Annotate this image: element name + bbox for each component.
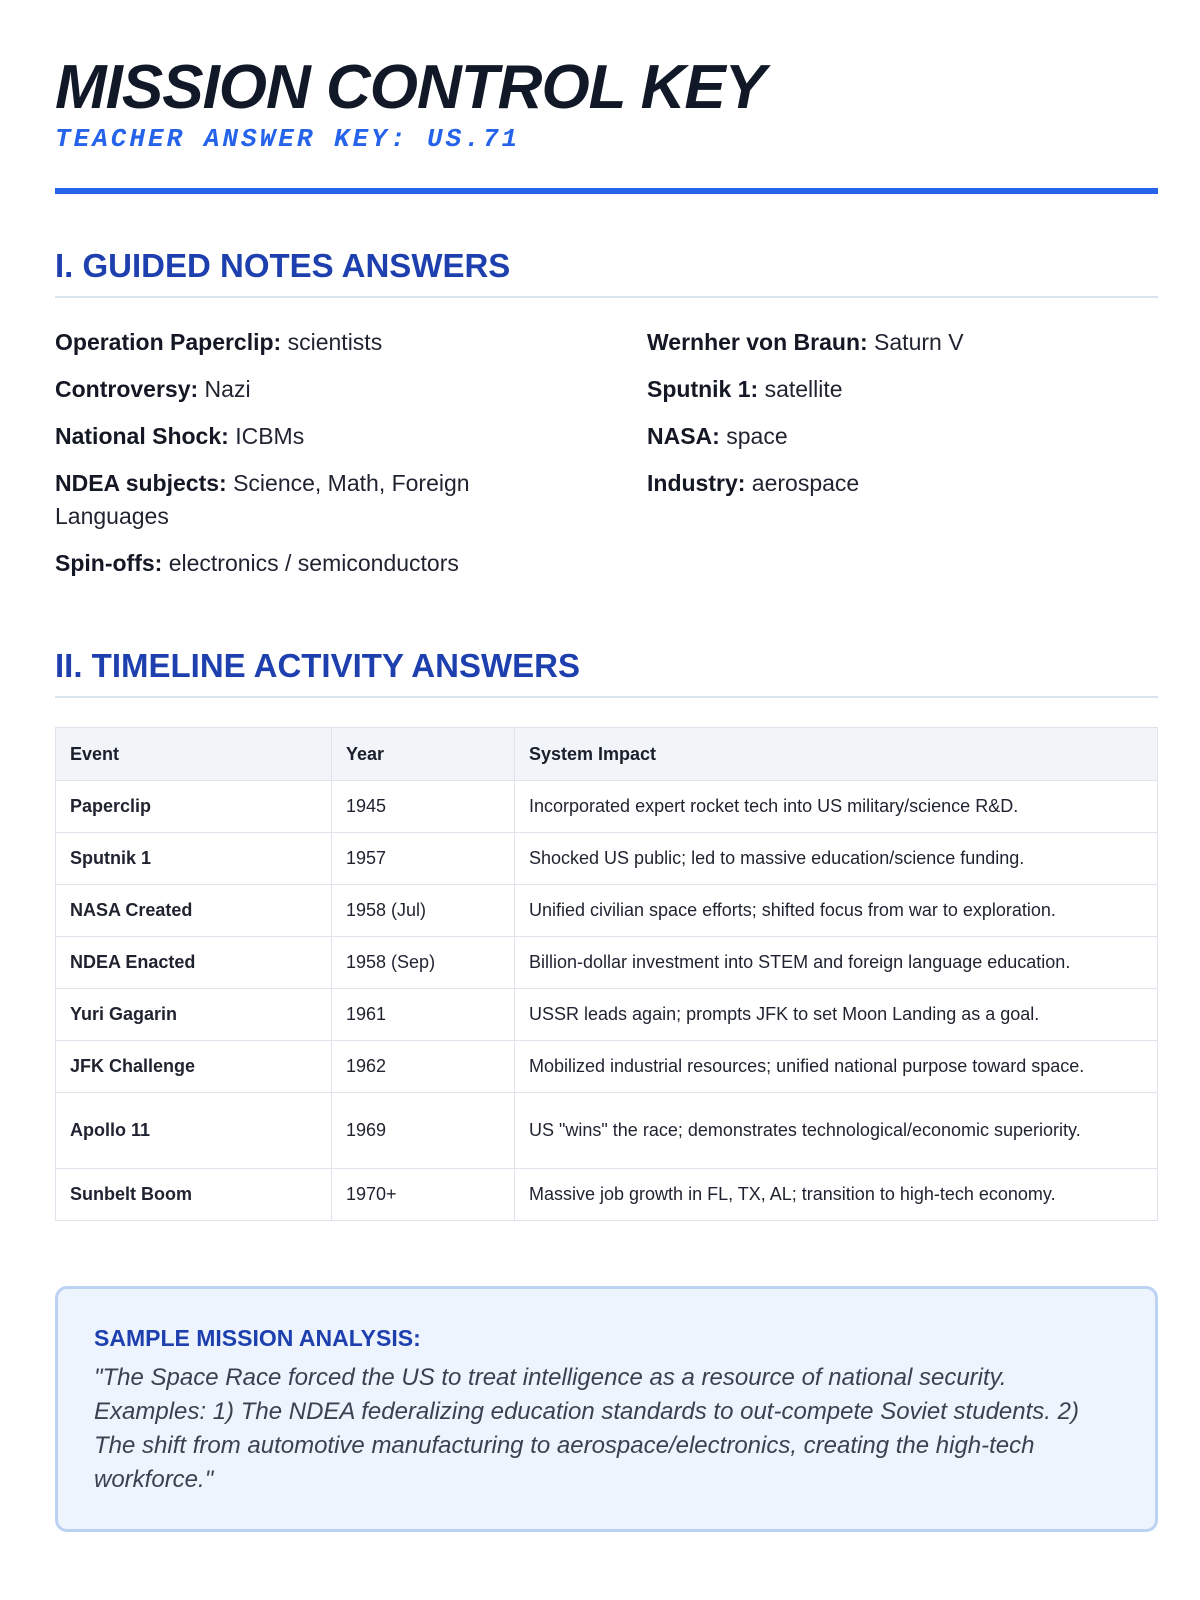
note-item xyxy=(55,547,525,580)
impact-cell: US "wins" the race; demonstrates technological/economic superiority. xyxy=(515,1093,1158,1169)
note-item xyxy=(647,326,1117,359)
note-value: Nazi xyxy=(204,376,251,402)
sample-analysis-box xyxy=(55,1286,1158,1532)
guided-notes-right-column xyxy=(647,326,1158,594)
table-row xyxy=(56,937,1158,989)
page-subtitle: TEACHER ANSWER KEY: US.71 xyxy=(55,124,521,154)
note-value: Saturn V xyxy=(874,329,964,355)
column-header-impact: System Impact xyxy=(515,728,1158,781)
year-cell: 1970+ xyxy=(332,1169,515,1221)
event-cell: Sputnik 1 xyxy=(56,833,332,885)
event-cell: JFK Challenge xyxy=(56,1041,332,1093)
note-label: Spin-offs: xyxy=(55,550,163,576)
table-row xyxy=(56,1093,1158,1169)
impact-cell: Billion-dollar investment into STEM and foreign language education. xyxy=(515,937,1158,989)
year-cell: 1958 (Sep) xyxy=(332,937,515,989)
note-item xyxy=(55,373,525,406)
note-value: scientists xyxy=(287,329,383,355)
note-label: NDEA subjects: xyxy=(55,470,227,496)
impact-cell: Incorporated expert rocket tech into US military/science R&D. xyxy=(515,781,1158,833)
year-cell: 1957 xyxy=(332,833,515,885)
note-item xyxy=(647,373,1117,406)
guided-notes xyxy=(55,326,1158,594)
timeline-table xyxy=(55,727,1158,1221)
event-cell: Sunbelt Boom xyxy=(56,1169,332,1221)
table-row xyxy=(56,781,1158,833)
event-cell: NASA Created xyxy=(56,885,332,937)
event-cell: NDEA Enacted xyxy=(56,937,332,989)
note-item xyxy=(55,420,525,453)
event-cell: Apollo 11 xyxy=(56,1093,332,1169)
year-cell: 1962 xyxy=(332,1041,515,1093)
note-value: aerospace xyxy=(751,470,860,496)
note-label: Industry: xyxy=(647,470,746,496)
page-title: MISSION CONTROL KEY xyxy=(55,53,766,122)
note-value: electronics / semiconductors xyxy=(168,550,459,576)
analysis-text: "The Space Race forced the US to treat intelligence as a resource of national security. Examples: 1) The NDEA federalizing education standards to out-compete Soviet students. 2) The shift from automotive manufacturing to aerospace/electronics, creating the high-tech workforce." xyxy=(94,1364,1079,1493)
note-label: Wernher von Braun: xyxy=(647,329,868,355)
guided-notes-heading: I. GUIDED NOTES ANSWERS xyxy=(55,247,511,284)
timeline-divider xyxy=(55,696,1158,698)
impact-cell: Mobilized industrial resources; unified national purpose toward space. xyxy=(515,1041,1158,1093)
impact-cell: USSR leads again; prompts JFK to set Moon Landing as a goal. xyxy=(515,989,1158,1041)
timeline-heading: II. TIMELINE ACTIVITY ANSWERS xyxy=(55,647,580,684)
table-row xyxy=(56,833,1158,885)
table-row xyxy=(56,885,1158,937)
column-header-year: Year xyxy=(332,728,515,781)
note-item xyxy=(647,467,1117,500)
year-cell: 1945 xyxy=(332,781,515,833)
note-item xyxy=(55,326,525,359)
note-label: NASA: xyxy=(647,423,720,449)
guided-notes-left-column xyxy=(55,326,647,594)
note-value: ICBMs xyxy=(235,423,305,449)
table-row xyxy=(56,989,1158,1041)
note-label: Controversy: xyxy=(55,376,199,402)
header-divider xyxy=(55,188,1158,194)
year-cell: 1958 (Jul) xyxy=(332,885,515,937)
note-value: satellite xyxy=(764,376,843,402)
note-item xyxy=(647,420,1117,453)
event-cell: Paperclip xyxy=(56,781,332,833)
table-row xyxy=(56,1169,1158,1221)
note-item xyxy=(55,467,525,533)
analysis-title: SAMPLE MISSION ANALYSIS: xyxy=(94,1325,421,1351)
note-label: Sputnik 1: xyxy=(647,376,759,402)
table-header-row xyxy=(56,728,1158,781)
impact-cell: Shocked US public; led to massive education/science funding. xyxy=(515,833,1158,885)
note-value: space xyxy=(726,423,788,449)
year-cell: 1969 xyxy=(332,1093,515,1169)
note-value: Science, Math, Foreign Languages xyxy=(55,470,470,529)
note-label: Operation Paperclip: xyxy=(55,329,282,355)
year-cell: 1961 xyxy=(332,989,515,1041)
note-label: National Shock: xyxy=(55,423,229,449)
table-row xyxy=(56,1041,1158,1093)
impact-cell: Massive job growth in FL, TX, AL; transition to high-tech economy. xyxy=(515,1169,1158,1221)
event-cell: Yuri Gagarin xyxy=(56,989,332,1041)
column-header-event: Event xyxy=(56,728,332,781)
impact-cell: Unified civilian space efforts; shifted focus from war to exploration. xyxy=(515,885,1158,937)
guided-notes-divider xyxy=(55,296,1158,298)
